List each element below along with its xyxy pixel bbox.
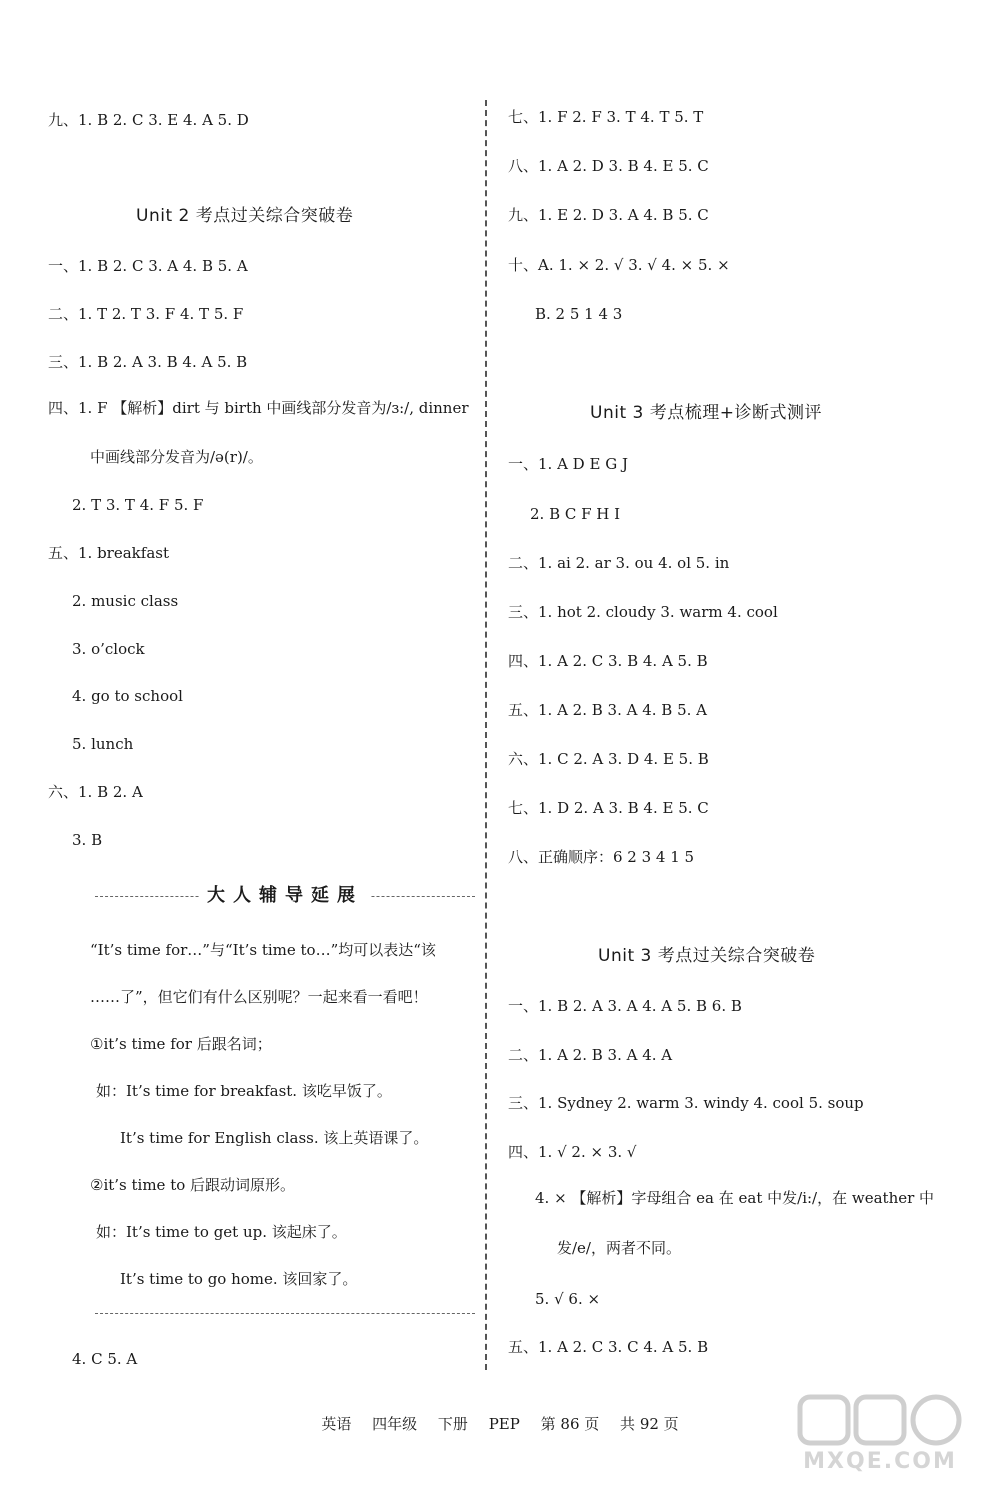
- tip-line: It’s time to go home. 该回家了。: [120, 1270, 358, 1288]
- footer-volume: 下册: [437, 1415, 468, 1433]
- section-heading: Unit 2 考点过关综合突破卷: [136, 206, 354, 226]
- box-bottom-rule: [95, 1313, 475, 1314]
- answer-line: 六、1. C 2. A 3. D 4. E 5. B: [508, 750, 709, 768]
- answer-line: 四、1. F 【解析】dirt 与 birth 中画线部分发音为/ɜ:/, dinner: [48, 399, 469, 417]
- answer-line: B. 2 5 1 4 3: [535, 305, 623, 323]
- answer-line: 2. B C F H I: [530, 505, 621, 523]
- answer-line: 一、1. B 2. C 3. A 4. B 5. A: [48, 257, 248, 275]
- answer-line: 一、1. A D E G J: [508, 455, 628, 473]
- answer-line: 五、1. A 2. B 3. A 4. B 5. A: [508, 701, 708, 719]
- answer-line: 八、1. A 2. D 3. B 4. E 5. C: [508, 157, 709, 175]
- answer-line: 4. × 【解析】字母组合 ea 在 eat 中发/i:/，在 weather 中: [535, 1189, 935, 1207]
- answer-line: 六、1. B 2. A: [48, 783, 143, 801]
- watermark-text: MXQE.COM: [803, 1449, 957, 1474]
- answer-line: 七、1. F 2. F 3. T 4. T 5. T: [508, 108, 704, 126]
- answer-line: 4. go to school: [72, 687, 183, 705]
- answer-line: 五、1. breakfast: [48, 544, 169, 562]
- answer-line: 5. lunch: [72, 735, 134, 753]
- answer-line: 二、1. A 2. B 3. A 4. A: [508, 1046, 673, 1064]
- answer-line: 三、1. B 2. A 3. B 4. A 5. B: [48, 353, 248, 371]
- answer-line: 四、1. A 2. C 3. B 4. A 5. B: [508, 652, 708, 670]
- answer-line: 3. o’clock: [72, 640, 145, 658]
- tip-line: 如：It’s time to get up. 该起床了。: [96, 1223, 347, 1241]
- answer-line: 三、1. Sydney 2. warm 3. windy 4. cool 5. soup: [508, 1094, 864, 1112]
- footer-total: 共 92 页: [620, 1415, 679, 1433]
- answer-line: 3. B: [72, 831, 103, 849]
- tip-line: ②it’s time to 后跟动词原形。: [90, 1176, 296, 1194]
- answer-line: 中画线部分发音为/ə(r)/。: [90, 448, 263, 466]
- answer-line: 九、1. E 2. D 3. A 4. B 5. C: [508, 206, 709, 224]
- tips-box-title: 大人辅导延展: [200, 885, 370, 907]
- footer-edition: PEP: [488, 1415, 520, 1433]
- answer-line: 七、1. D 2. A 3. B 4. E 5. C: [508, 799, 709, 817]
- footer-grade: 四年级: [372, 1415, 418, 1433]
- footer-subject: 英语: [321, 1415, 352, 1433]
- answer-line: 4. C 5. A: [72, 1350, 138, 1368]
- section-heading: Unit 3 考点过关综合突破卷: [598, 946, 816, 966]
- answer-line: 2. music class: [72, 592, 179, 610]
- section-heading: Unit 3 考点梳理+诊断式测评: [590, 403, 822, 423]
- answer-line: 九、1. B 2. C 3. E 4. A 5. D: [48, 111, 249, 129]
- answer-line: 八、正确顺序：6 2 3 4 1 5: [508, 848, 695, 866]
- answer-line: 三、1. hot 2. cloudy 3. warm 4. cool: [508, 603, 778, 621]
- column-divider: [485, 100, 487, 1370]
- answer-line: 发/e/，两者不同。: [557, 1239, 681, 1257]
- answer-line: 二、1. ai 2. ar 3. ou 4. ol 5. in: [508, 554, 730, 572]
- tip-line: ①it’s time for 后跟名词；: [90, 1035, 272, 1053]
- answer-line: 四、1. √ 2. × 3. √: [508, 1143, 637, 1161]
- answer-line: 五、1. A 2. C 3. C 4. A 5. B: [508, 1338, 709, 1356]
- tip-line: ……了”，但它们有什么区别呢？一起来看一看吧！: [90, 988, 428, 1006]
- answer-line: 2. T 3. T 4. F 5. F: [72, 496, 204, 514]
- answer-line: 一、1. B 2. A 3. A 4. A 5. B 6. B: [508, 997, 742, 1015]
- footer-page: 第 86 页: [540, 1415, 600, 1433]
- watermark-logo-icon: [780, 1391, 980, 1451]
- watermark: [780, 1391, 980, 1481]
- tip-line: 如：It’s time for breakfast. 该吃早饭了。: [96, 1082, 392, 1100]
- answer-line: 二、1. T 2. T 3. F 4. T 5. F: [48, 305, 244, 323]
- tip-line: “It’s time for…”与“It’s time to…”均可以表达“该: [90, 941, 436, 959]
- answer-line: 十、A. 1. × 2. √ 3. √ 4. × 5. ×: [508, 256, 730, 274]
- tip-line: It’s time for English class. 该上英语课了。: [120, 1129, 429, 1147]
- answer-line: 5. √ 6. ×: [535, 1290, 601, 1308]
